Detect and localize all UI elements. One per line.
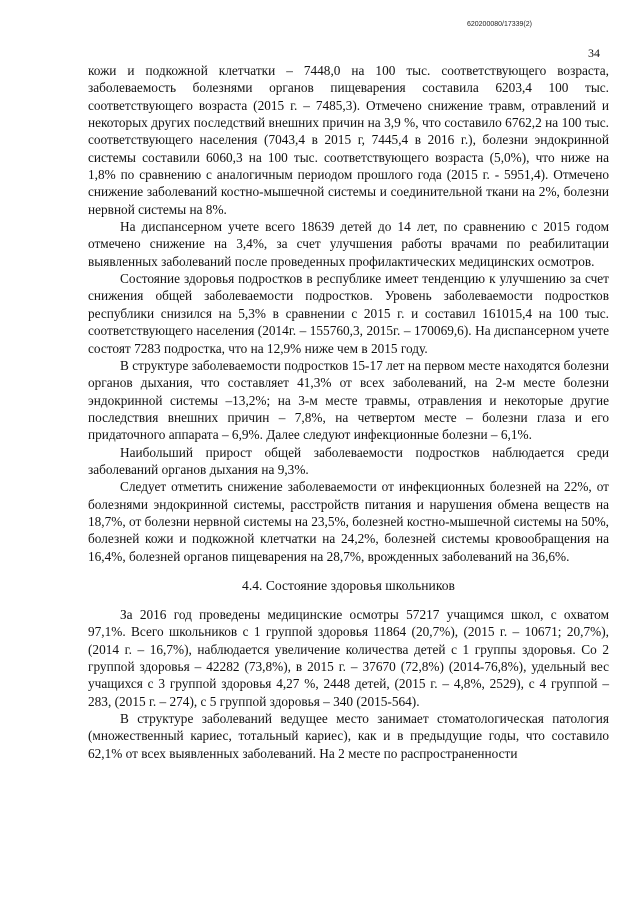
page-body [88, 62, 609, 762]
paragraph: В структуре заболеваемости подростков 15-17 лет на первом месте находятся болезни органов дыхания, что составляет 41,3% от всех заболеваний, на 2-м месте болезни эндокринной системы –13,2%; на 3-м месте травмы, отравления и некоторые другие последствия внешних причин – 7,8%, на четвертом месте – болезни глаза и его придаточного аппарата – 6,9%. Далее следуют инфекционные болезни – 6,1%. [88, 357, 609, 443]
paragraph: Наибольший прирост общей заболеваемости подростков наблюдается среди заболеваний органов дыхания на 9,3%. [88, 444, 609, 477]
paragraph: За 2016 год проведены медицинские осмотры 57217 учащимся школ, с охватом 97,1%. Всего школьников с 1 группой здоровья 11864 (20,7%), (2015 г. – 10671; 20,7%), (2014 г. – 16,7%), наблюдается увеличение количества детей с 1 группы здоровья. Со 2 группой здоровья – 42282 (73,8%), в 2015 г. – 37670 (72,8%) (2014-76,8%), удельный вес учащихся с 3 группой здоровья 4,27 %, 2448 детей, (2015 г. – 4,8%, 2529), с 4 группой – 283, (2015 г. – 274), с 5 группой здоровья – 340 (2015-564). [88, 606, 609, 709]
paragraph: На диспансерном учете всего 18639 детей до 14 лет, по сравнению с 2015 годом отмечено снижение на 3,4%, за счет улучшения работы врачами по реабилитации выявленных заболеваний после проведенных профилактических медицинских осмотров. [88, 219, 609, 269]
page-number: 34 [588, 46, 600, 60]
paragraph: В структуре заболеваний ведущее место занимает стоматологическая патология (множественный кариес, тотальный кариес), как и в предыдущие годы, что составило 62,1% от всех выявленных заболеваний. На 2 месте по распространенности [88, 711, 609, 761]
paragraph: Состояние здоровья подростков в республике имеет тенденцию к улучшению за счет снижения общей заболеваемости подростков. Уровень заболеваемости подростков республики снизился на 5,3% в сравнении с 2015 г. и составил 161015,4 на 100 тыс. соответствующего населения (2014г. – 155760,3, 2015г. – 170069,6). На диспансерном учете состоят 7283 подростка, что на 12,9% ниже чем в 2015 году. [88, 271, 609, 356]
paragraph: кожи и подкожной клетчатки – 7448,0 на 100 тыс. соответствующего возраста, заболеваемость болезнями органов пищеварения составила 6203,4 100 тыс. соответствующего возраста (2015 г. – 7485,3). Отмечено снижение травм, отравлений и некоторых других последствий внешних причин на 3,9 %, что составило 6762,2 на 100 тыс. соответствующего населения (7043,4 в 2015 г, 7445,4 в 2016 г.), болезни эндокринной системы составили 6060,3 на 100 тыс. соответствующего возраста (5,0%), что ниже на 1,8% по сравнению с аналогичным периодом прошлого года (2015 г. - 5951,4). Отмечено снижение заболеваний костно-мышечной системы и соединительной ткани на 2%, болезни нервной системы на 8%. [88, 63, 609, 217]
paragraph: Следует отметить снижение заболеваемости от инфекционных болезней на 22%, от болезнями эндокринной системы, расстройств питания и нарушения обмена веществ на 18,7%, от болезни нервной системы на 23,5%, болезней костно-мышечной системы на 50%, болезней кожи и подкожной клетчатки на 24,2%, болезней системы кровообращения на 16,4%, болезней органов пищеварения на 28,7%, врожденных заболеваний на 36,6%. [88, 479, 609, 564]
document-id: 620200080/17339(2) [466, 21, 532, 28]
section-title: 4.4. Состояние здоровья школьников [242, 577, 455, 593]
